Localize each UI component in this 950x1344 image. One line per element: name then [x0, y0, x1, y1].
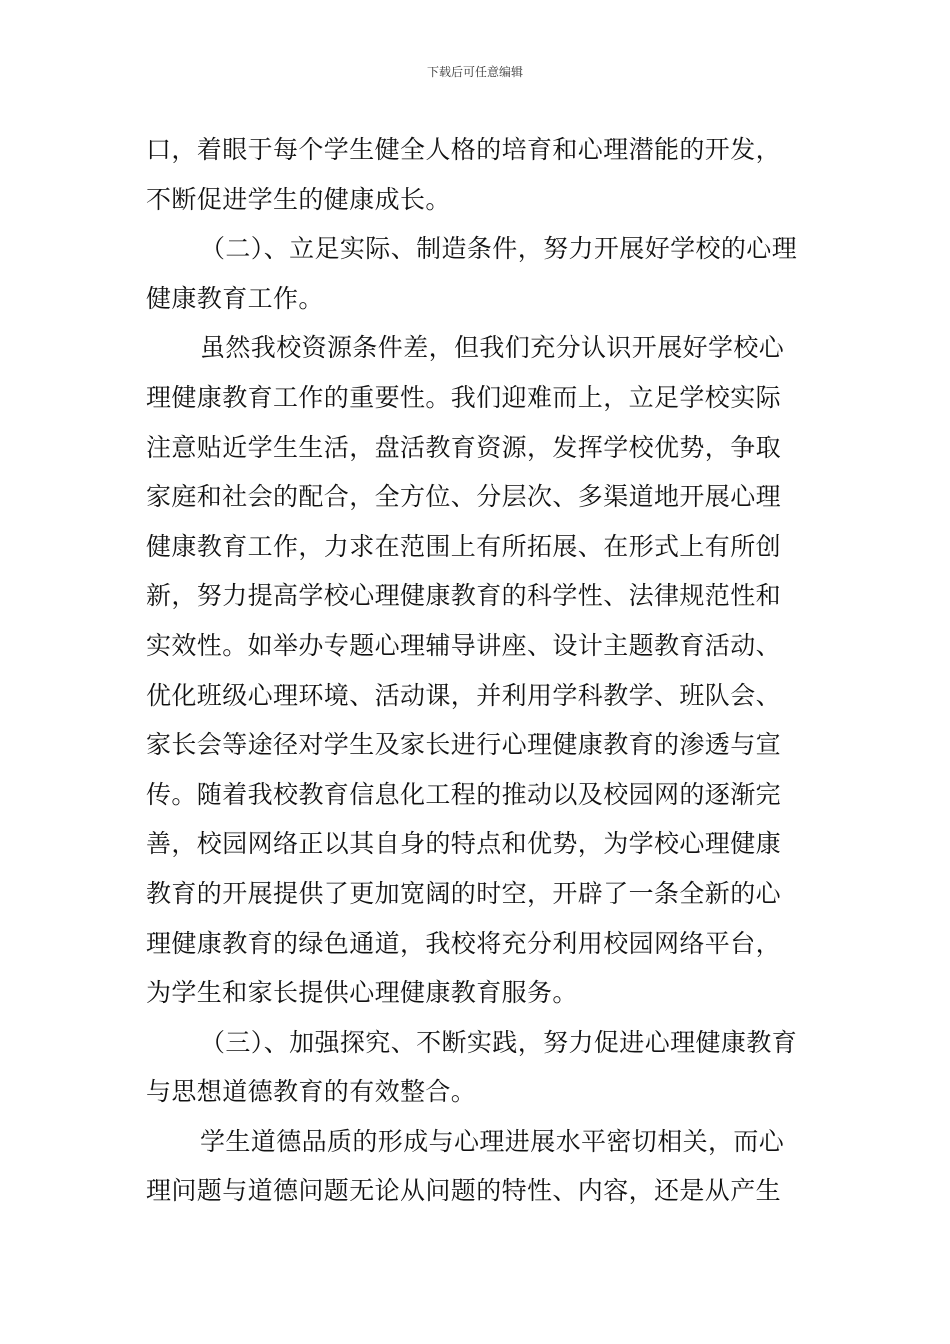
- text-line: 理健康教育工作的重要性。我们迎难而上，立足学校实际: [146, 382, 782, 412]
- text-line: 口，着眼于每个学生健全人格的培育和心理潜能的开发，: [146, 135, 782, 164]
- text-line: 理健康教育的绿色通道，我校将充分利用校园网络平台，: [146, 928, 782, 958]
- text-line: 学生道德品质的形成与心理进展水平密切相关，而心: [200, 1126, 785, 1156]
- text-line: 优化班级心理环境、活动课，并利用学科教学、班队会、: [146, 680, 782, 710]
- document-body: [146, 125, 808, 1216]
- text-line: 家长会等途径对学生及家长进行心理健康教育的渗透与宣: [146, 730, 782, 760]
- text-line: 理问题与道德问题无论从问题的特性、内容，还是从产生: [146, 1176, 782, 1206]
- text-line: 新，努力提高学校心理健康教育的科学性、法律规范性和: [146, 581, 782, 611]
- text-line: 虽然我校资源条件差，但我们充分认识开展好学校心: [200, 333, 785, 363]
- text-line: 传。随着我校教育信息化工程的推动以及校园网的逐渐完: [146, 779, 782, 809]
- text-line: 实效性。如举办专题心理辅导讲座、设计主题教育活动、: [146, 630, 782, 660]
- text-line: 为学生和家长提供心理健康教育服务。: [146, 978, 578, 1008]
- section-heading-line: （三）、加强探究、不断实践，努力促进心理健康教育: [200, 1027, 798, 1057]
- text-line: 教育的开展提供了更加宽阔的时空，开辟了一条全新的心: [146, 878, 782, 908]
- text-line: 健康教育工作，力求在范围上有所拓展、在形式上有所创: [146, 531, 782, 561]
- text-line: 家庭和社会的配合，全方位、分层次、多渠道地开展心理: [146, 482, 782, 512]
- section-heading-line: （二）、立足实际、制造条件，努力开展好学校的心理: [200, 234, 798, 264]
- text-line: 善，校园网络正以其自身的特点和优势，为学校心理健康: [146, 829, 782, 859]
- section-heading-line: 与思想道德教育的有效整合。: [146, 1077, 477, 1107]
- section-heading-line: 健康教育工作。: [146, 283, 324, 313]
- text-line: 不断促进学生的健康成长。: [146, 184, 451, 214]
- page-header: 下载后可任意编辑: [426, 65, 523, 79]
- text-line: 注意贴近学生生活，盘活教育资源，发挥学校优势，争取: [146, 432, 782, 462]
